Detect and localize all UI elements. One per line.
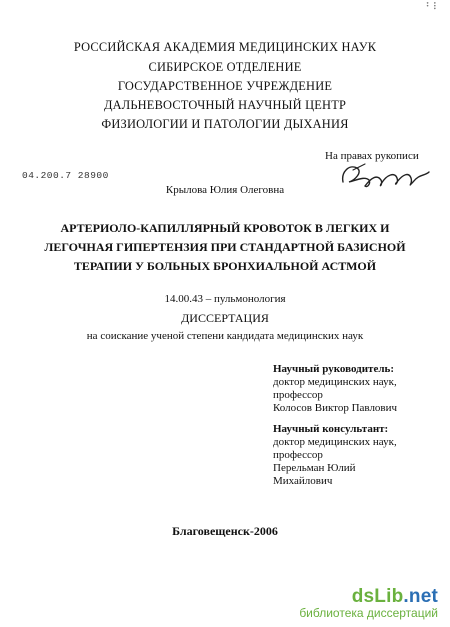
consultant-title: профессор: [273, 449, 323, 461]
corner-mark: ⠃⠇: [425, 2, 440, 13]
city-year: Благовещенск-2006: [172, 524, 278, 538]
document-type: ДИССЕРТАЦИЯ: [181, 311, 269, 325]
supervisor-title: профессор: [273, 389, 323, 401]
consultant-name-2: Михайлович: [273, 475, 333, 487]
watermark-logo-prefix: dsLib: [351, 586, 404, 607]
title-line-1: АРТЕРИОЛО-КАПИЛЛЯРНЫЙ КРОВОТОК В ЛЕГКИХ И: [60, 221, 390, 235]
consultant-name-1: Перельман Юлий: [273, 462, 356, 474]
header-line-4: ДАЛЬНЕВОСТОЧНЫЙ НАУЧНЫЙ ЦЕНТР: [103, 98, 347, 112]
title-line-2: ЛЕГОЧНАЯ ГИПЕРТЕНЗИЯ ПРИ СТАНДАРТНОЙ БАЗИСНОЙ: [44, 240, 406, 254]
header-line-5: ФИЗИОЛОГИИ И ПАТОЛОГИИ ДЫХАНИЯ: [101, 117, 349, 131]
watermark-subtitle: библиотека диссертаций: [299, 606, 438, 620]
consultant-heading: Научный консультант:: [273, 423, 389, 435]
author-name: Крылова Юлия Олеговна: [165, 184, 285, 196]
supervisor-degree: доктор медицинских наук,: [273, 376, 397, 388]
degree-line: на соискание ученой степени кандидата медицинских наук: [86, 330, 364, 342]
dissertation-title: [0, 219, 450, 276]
header-line-1: РОССИЙСКАЯ АКАДЕМИЯ МЕДИЦИНСКИХ НАУК: [73, 40, 377, 54]
rights-note: На правах рукописи: [325, 150, 419, 162]
title-line-3: ТЕРАПИИ У БОЛЬНЫХ БРОНХИАЛЬНОЙ АСТМОЙ: [73, 259, 377, 273]
specialty-code: 14.00.43 – пульмонология: [164, 293, 286, 305]
watermark-logo-suffix: .net: [403, 586, 438, 607]
header-line-2: СИБИРСКОЕ ОТДЕЛЕНИЕ: [148, 60, 302, 74]
consultant-block: [273, 423, 397, 488]
supervisor-block: [273, 363, 397, 415]
supervisor-heading: Научный руководитель:: [273, 363, 394, 375]
dslib-watermark-logo: [352, 586, 438, 608]
archive-stamp-number: 04.200.7 28900: [22, 170, 109, 181]
supervisor-name: Колосов Виктор Павлович: [273, 402, 398, 414]
header-line-3: ГОСУДАРСТВЕННОЕ УЧРЕЖДЕНИЕ: [117, 79, 333, 93]
consultant-degree: доктор медицинских наук,: [273, 436, 397, 448]
